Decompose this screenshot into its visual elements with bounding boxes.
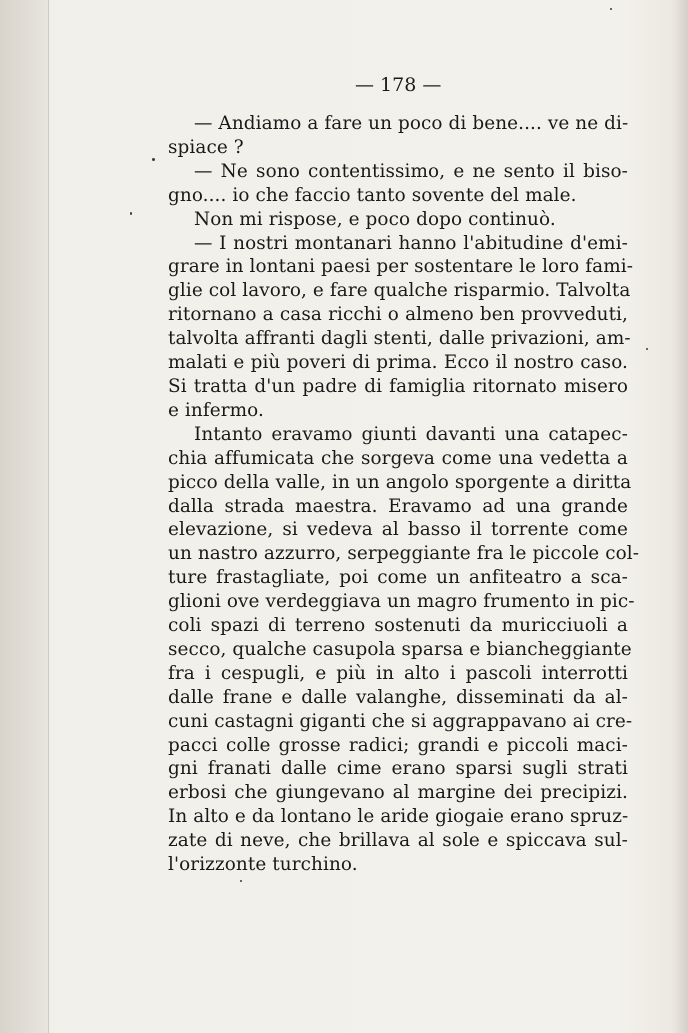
page-number: — 178 — xyxy=(355,74,442,96)
text-line: e infermo. xyxy=(168,399,264,421)
text-line: malati e più poveri di prima. Ecco il nostro caso. xyxy=(168,352,628,374)
page-right-edge xyxy=(674,0,688,1033)
text-line: un nastro azzurro, serpeggiante fra le piccole col- xyxy=(168,543,640,565)
text-line: Intanto eravamo giunti davanti una catapec- xyxy=(194,423,628,445)
text-line: chia affumicata che sorgeva come una vedetta a xyxy=(168,447,628,469)
text-line: — I nostri montanari hanno l'abitudine d'emi- xyxy=(194,232,628,254)
paper-speck xyxy=(646,348,648,350)
page-binding-edge xyxy=(0,0,49,1033)
text-line: gno.... io che faccio tanto sovente del male. xyxy=(168,184,577,206)
body-text xyxy=(168,112,640,877)
paper-speck xyxy=(610,8,612,10)
text-line: ture frastagliate, poi come un anfiteatro a sca- xyxy=(168,567,628,589)
text-line: ritornano a casa ricchi o almeno ben provveduti, xyxy=(168,304,628,326)
text-line: In alto e da lontano le aride giogaie erano spruz- xyxy=(168,806,629,828)
text-line: spiace ? xyxy=(168,136,244,158)
text-line: Non mi rispose, e poco dopo continuò. xyxy=(194,208,556,230)
text-line: zate di neve, che brillava al sole e spiccava sul- xyxy=(168,830,628,852)
text-line: l'orizzonte turchino. xyxy=(168,854,358,876)
text-line: dalla strada maestra. Eravamo ad una grande xyxy=(168,495,628,517)
text-line: glioni ove verdeggiava un magro frumento in pic- xyxy=(168,591,635,613)
text-line: coli spazi di terreno sostenuti da muricciuoli a xyxy=(168,615,628,637)
text-line: gni franati dalle cime erano sparsi sugli strati xyxy=(168,758,628,780)
text-line: pacci colle grosse radici; grandi e piccoli maci- xyxy=(168,734,628,756)
text-line: Si tratta d'un padre di famiglia ritornato misero xyxy=(168,375,628,397)
text-line: erbosi che giungevano al margine dei precipizi. xyxy=(168,782,628,804)
text-line: elevazione, si vedeva al basso il torrente come xyxy=(168,519,628,541)
text-line: fra i cespugli, e più in alto i pascoli interrotti xyxy=(168,662,628,684)
paper-speck xyxy=(152,158,155,161)
text-line: talvolta affranti dagli stenti, dalle privazioni, am- xyxy=(168,328,631,350)
text-line: glie col lavoro, e fare qualche risparmio. Talvolta xyxy=(168,280,631,302)
paper-speck xyxy=(130,212,132,215)
text-line: cuni castagni giganti che si aggrappavano ai cre- xyxy=(168,710,633,732)
text-line: secco, qualche casupola sparsa e biancheggiante xyxy=(168,638,632,660)
text-line: picco della valle, in un angolo sporgente a diritta xyxy=(168,471,632,493)
paper-speck xyxy=(240,880,242,882)
text-line: — Andiamo a fare un poco di bene.... ve ne di- xyxy=(194,113,629,134)
text-line: — Ne sono contentissimo, e ne sento il biso- xyxy=(194,160,628,182)
text-line: dalle frane e dalle valanghe, disseminati da al- xyxy=(168,686,628,708)
text-line: grare in lontani paesi per sostentare le loro fami- xyxy=(168,256,634,278)
